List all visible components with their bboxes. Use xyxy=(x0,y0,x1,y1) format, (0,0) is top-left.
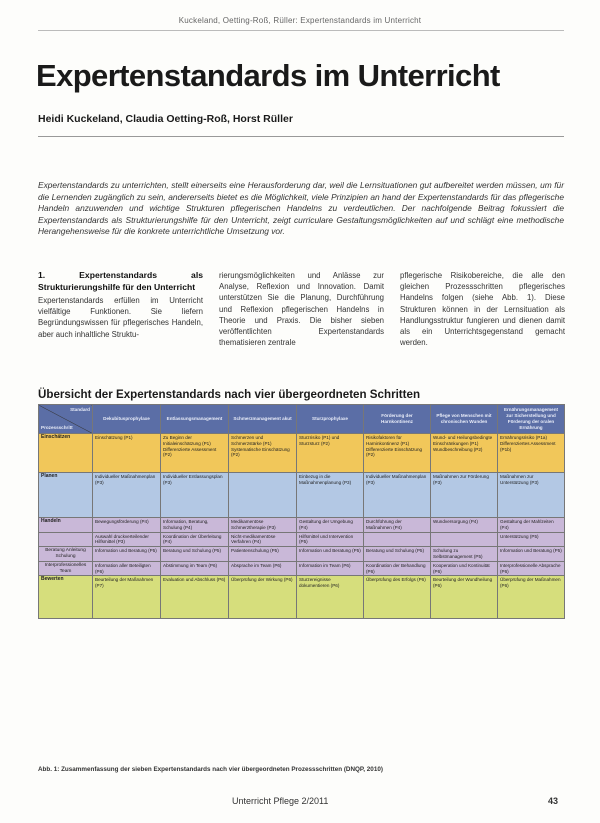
row-label: Bewerten xyxy=(39,576,93,619)
page-number: 43 xyxy=(548,796,559,806)
table-cell xyxy=(431,532,498,547)
table-row xyxy=(39,561,565,576)
table-cell: Beratung und Schulung (P5) xyxy=(364,547,431,562)
figure-caption: Abb. 1: Zusammenfassung der sieben Expertenstandards nach vier übergeordneten Prozessschritten (DNQP, 2010) xyxy=(38,766,383,773)
table-cell: Nicht-medikamentöse Verfahren (P4) xyxy=(229,532,297,547)
corner-label-step: Prozessschritt xyxy=(41,425,73,431)
table-cell: Einbezug in die Maßnahmenplanung (P3) xyxy=(297,473,364,518)
row-sublabel: Beratung Anleitung Schulung xyxy=(39,547,93,562)
table-cell: Wund- und Heilungsbedingte Einschränkungen (P1) Wundbeschreibung (P2) xyxy=(431,434,498,473)
table-column-header: Pflege von Menschen mit chronischen Wunden xyxy=(431,405,498,434)
corner-label-standard: Standard xyxy=(70,407,90,412)
table-cell: Schmerzen und Schmerzstärke (P1) Systematische Einschätzung (P2) xyxy=(229,434,297,473)
table-cell: Abstimmung im Team (P6) xyxy=(161,561,229,576)
table-cell: Maßnahmen zur Förderung (P3) xyxy=(431,473,498,518)
row-sublabel: Interprofessionelles Team xyxy=(39,561,93,576)
table-cell: Information, Beratung, Schulung (P4) xyxy=(161,518,229,533)
table-cell: Überprüfung des Erfolgs (P6) xyxy=(364,576,431,619)
table-row xyxy=(39,576,565,619)
article-authors: Heidi Kuckeland, Claudia Oetting-Roß, Horst Rüller xyxy=(38,113,293,125)
table-row xyxy=(39,518,565,533)
table-cell: Interprofessionelle Absprache (P6) xyxy=(498,561,565,576)
table-cell: Maßnahmen zur Unterstützung (P3) xyxy=(498,473,565,518)
table-cell: Medikamentöse Schmerztherapie (P3) xyxy=(229,518,297,533)
row-label xyxy=(39,532,93,547)
table-cell: Absprache im Team (P6) xyxy=(229,561,297,576)
table-cell: Koordination der Behandlung (P6) xyxy=(364,561,431,576)
table-column-header: Ernährungsmanagement zur Sicherstellung und Förderung der oralen Ernährung xyxy=(498,405,565,434)
table-cell: Beurteilung der Maßnahmen (P7) xyxy=(93,576,161,619)
table-cell: Risikofaktoren für Harninkontinenz (P1) Differenzierte Einschätzung (P2) xyxy=(364,434,431,473)
table-column-header: Entlassungsmanagement xyxy=(161,405,229,434)
body-columns xyxy=(38,270,564,378)
table-cell: Zu Beginn der Initialeinschätzung (P1) Differenzierte Assessment (P2) xyxy=(161,434,229,473)
table-cell: Gestaltung der Mahlzeiten (P4) xyxy=(498,518,565,533)
row-label: Einschätzen xyxy=(39,434,93,473)
table-title: Übersicht der Expertenstandards nach vier übergeordneten Schritten xyxy=(38,388,421,401)
header-divider xyxy=(38,30,564,31)
table-cell: Information im Team (P6) xyxy=(297,561,364,576)
row-label: Handeln xyxy=(39,518,93,533)
table-cell: Auswahl druckverteilender Hilfsmittel (P3) xyxy=(93,532,161,547)
table-cell: Information und Beratung (P5) xyxy=(297,547,364,562)
table-column-header: Förderung der Harnkontinenz xyxy=(364,405,431,434)
table-cell: Schulung zu Selbstmanagement (P5) xyxy=(431,547,498,562)
table-row xyxy=(39,547,565,562)
table-cell: Information aller Beteiligten (P6) xyxy=(93,561,161,576)
table-header-row xyxy=(39,405,565,434)
table-row xyxy=(39,434,565,473)
body-text-1: Expertenstandards erfüllen im Unterricht vielfältige Funktionen. Sie liefern Begründungswissen für pflegerisches Handeln, aber auch inhaltliche Struktu- xyxy=(38,296,203,339)
table-cell: Information und Beratung (P5) xyxy=(498,547,565,562)
table-cell: Bewegungsförderung (P4) xyxy=(93,518,161,533)
table-cell: Gestaltung der Umgebung (P4) xyxy=(297,518,364,533)
body-column-1 xyxy=(38,270,203,340)
table-column-header: Schmerzmanagement akut xyxy=(229,405,297,434)
table-cell xyxy=(364,532,431,547)
table-cell: Beratung und Schulung (P5) xyxy=(161,547,229,562)
overview-table xyxy=(38,404,564,760)
row-label: Planen xyxy=(39,473,93,518)
title-divider xyxy=(38,136,564,137)
table-column-header: Dekubitusprophylaxe xyxy=(93,405,161,434)
table-cell: Individueller Entlassungsplan (P3) xyxy=(161,473,229,518)
body-column-2: rierungsmöglichkeiten und Anlässe zur Analyse, Reflexion und Innovation. Damit unterstützen Sie die Planung, Durchführung und Reflexion pflegerischen Handelns in Theorie und Praxis. Die bisher sieben veröffentlichten Expertenstandards thematisieren zentrale xyxy=(219,271,384,348)
table-cell: Hilfsmittel und Intervention (P5) xyxy=(297,532,364,547)
article-abstract: Expertenstandards zu unterrichten, stellt einerseits eine Herausforderung dar, weil die Lernsituationen gut aufbereitet werden müssen, um für die Lernenden zugänglich zu sein, andererseits bietet es die Möglichkeit, viele Prinzipien an hand der Expertenstandards für das pflegerische Handeln anzuwenden und wichtige Strukturen pflegerischen Handelns zu verdeutlichen. Der nachfolgende Beitrag fokussiert die Expertenstandards als Strukturierungshilfe für den Unterricht, zeigt curriculare Gestaltungsmöglichkeiten auf und schlägt eine methodische Herangehensweise für die konkrete unterrichtliche Umsetzung vor. xyxy=(38,180,564,237)
table-cell xyxy=(229,473,297,518)
table-corner-cell xyxy=(39,405,93,434)
running-header: Kuckeland, Oetting-Roß, Rüller: Expertenstandards im Unterricht xyxy=(178,16,422,25)
table-cell: Durchführung der Maßnahmen (P4) xyxy=(364,518,431,533)
table-cell: Überprüfung der Wirkung (P6) xyxy=(229,576,297,619)
section-heading: 1. Expertenstandards als Strukturierungshilfe für den Unterricht xyxy=(38,270,203,292)
table-cell: Evaluation und Abschluss (P6) xyxy=(161,576,229,619)
article-title: Expertenstandards im Unterricht xyxy=(36,58,500,93)
table-cell: Sturzrisiko (P1) und Sturzsturz (P2) xyxy=(297,434,364,473)
table-cell: Sturzereignisse dokumentieren (P6) xyxy=(297,576,364,619)
table-cell: Beurteilung der Wundheilung (P6) xyxy=(431,576,498,619)
body-column-3: pflegerische Risikobereiche, die alle den gleichen Prozessschritten pflegerisches Handelns folgen (siehe Abb. 1). Diese Strukturen können in der Lernsituation als Handlungsstruktur fungieren und dienen damit als ein Unterrichtsgegenstand gemacht werden. xyxy=(400,271,565,348)
table-cell: Information und Beratung (P5) xyxy=(93,547,161,562)
table-cell: Ernährungsrisiko (P1a) Differenziertes Assessment (P1b) xyxy=(498,434,565,473)
table-cell: Kooperation und Kontinuität (P6) xyxy=(431,561,498,576)
table-row xyxy=(39,532,565,547)
table-cell: Patientenschulung (P5) xyxy=(229,547,297,562)
table-column-header: Sturzprophylaxe xyxy=(297,405,364,434)
table-cell: Koordination der Überleitung (P4) xyxy=(161,532,229,547)
table-cell: Einschätzung (P1) xyxy=(93,434,161,473)
table-row xyxy=(39,473,565,518)
table-cell: Überprüfung der Maßnahmen (P6) xyxy=(498,576,565,619)
table-cell: Wundversorgung (P4) xyxy=(431,518,498,533)
table-cell: Individueller Maßnahmenplan (P3) xyxy=(364,473,431,518)
table-cell: Unterstützung (P5) xyxy=(498,532,565,547)
journal-footer: Unterricht Pflege 2/2011 xyxy=(232,796,329,806)
table-cell: Individueller Maßnahmenplan (P3) xyxy=(93,473,161,518)
